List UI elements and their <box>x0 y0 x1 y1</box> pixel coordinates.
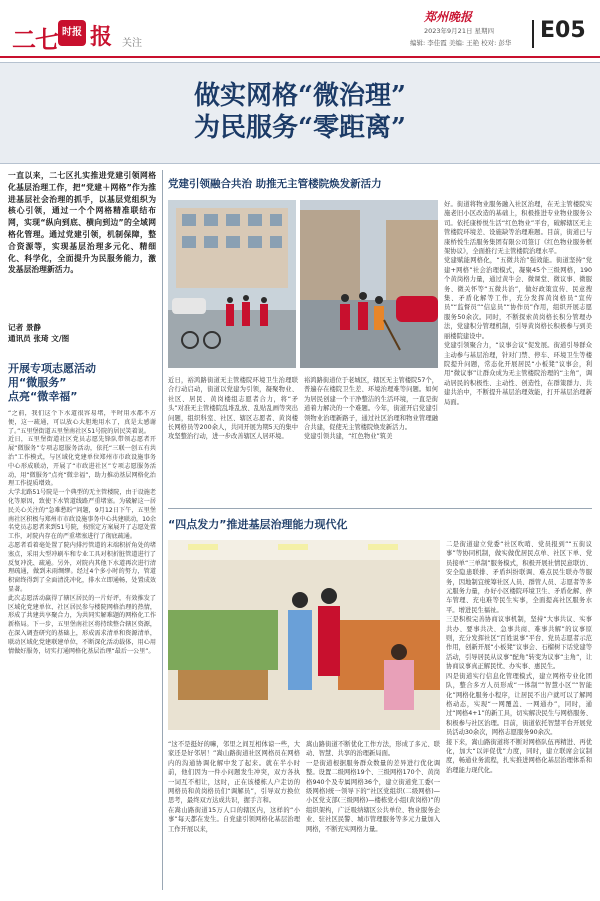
story2-title: “四点发力”推进基层治理能力现代化 <box>168 518 348 531</box>
story1-col2: 裕鸿路街道位于老城区，辖区无主管楼院57个，普遍存在楼院卫生差、环境治理难等问题。如何为居民创建一个干净整洁的生活环境，一直是街道着力解决的一个难题。今年，街道开启党建引领物业治理新路子，通过社区治理和物业管理融合共建，促使无主管楼院焕发新活力。 党建引领共建，“红色物业”筑美 <box>304 377 438 441</box>
brand-badge: 时报 <box>58 20 86 46</box>
story1-photo-left <box>168 200 296 368</box>
lead-byline-reporter: 记者 景静 <box>8 323 42 332</box>
story1-col3: 好。街道将物业服务融入社区治理，在无主管楼院实施老旧小区改造的基础上，积极推进专业物业服务公司。依托康桥悦生活“红色物业”平台，破解辖区无主管楼院环境差、设施缺等治理难题。目前，街道已与康桥悦生活服务集团有限公司签订《红色物业服务框架协议》，全面推行无主管楼院治理水平。 党建赋能网格化，“五微共治”强效能。街道坚持“党建+网格”社会治理模式，凝聚45个三级网格，190个黄岗格力量，通过黄牛会、微课堂、微议事、微服务、微关怀等“五微共治”，做好政策宣传、民意搜集、矛盾化解等工作，充分发挥黄岗格员“宣传员”“监督员”“信息员”“协作员”作用，组织开展志愿服务50余次。同时，不断探索黄岗格长积分管理办法，党建积分管理机制，引导黄岗格长积极参与到美丽楼院建设中。 党建引领聚合力，“议事会议”促发展。街道引导群众主动参与基层治理，针对门禁、停车、环境卫生等楼院提升问题，常态化开展居民“小板凳”议事会，利用“微议事”让群众成为无主管楼院治理的“主角”，调动居民的积极性、主动性、创造性，在群策群力、共建共治中，不断提升基层治理效能，打开基层治理新局面。 <box>444 201 592 406</box>
market-inspection-illustration <box>168 540 440 730</box>
street-scene-illustration <box>168 200 296 368</box>
section-label: 关注 <box>122 38 142 49</box>
brand-name: 二七 <box>12 26 58 54</box>
story2-col3: 二是街道建立党委“社区吹哨、党员报到”“五街议事”等协同机制，做实做优居民点单、社区下单、党员接单“三单制”服务模式，积极开展社情民意联访、安全隐患联排、矛盾纠纷联调、难点民生联办等服务，因地制宜统筹社区人员、群管人员、志愿者等多元服务力量，办好小区楼院环境卫生、矛盾化解、停车管理、充电难等民生实事，全面提高社区服务水平。增进民生福祉。 三是积极完善协商议事机制，坚持“大事共议、实事共办、要事共决、急事共商、难事共解”的议事原则，充分发挥社区“百姓说事”平台、党员志愿者示范作用，创新开展“小板凳”议事会、石榴树下话党建等活动，引导居民从议事“配角”转变为议事“主角”，让协商议事真正解民忧、办实事、惠民生。 四是街道实行信息化管理模式，建立网格专业化团队，整合多方人员形成“一体制”“智慧小区”“智能化”网格化服务小程序，让居民不出户就可以了解网格动态，实现“一网覆盖、一网通办”，同时，通过“网格4+1”的新工具，切实解决民生与网格服务、积极参与社区治理。目前，街道依托智慧平台开展党员活动30余次，网格志愿服务90余次。 接下来，嵩山路街道将不断对网格队伍再精进、再优化，加大“以评促优”力度，同时，建立联席会议制度，畅通业务流程，扎实推进网格化基层治理体系和治理能力现代化。 <box>446 541 592 774</box>
left-story-title-line2: 用“微服务” <box>8 376 67 389</box>
lead-byline-correspondent: 通讯员 张琦 文/图 <box>8 334 70 343</box>
left-story-body: “之前，我们这个下水道很容易堵，平时用水都不方便，这一疏通，可以放心大胆地用水了，真是太感谢了。”五里堡街道五里堡南社区51号院的居民笑着说。 近日，五里堡街道社区党员志愿先锋队带领志愿者开展“微服务”专项志愿服务活动，依托“三联一创五有共治”工作模式，与区域化党建单位郑州市市政设施事务中心形成联动，开展了“市政进社区”专项志愿服务活动，用“微服务”点亮“微幸福”，助力推动基层网格化治理工作提质增效。 大学北路51号院是一个典型的无主管楼院，由于设施老化等原因，致使下水管道线路严重堵塞。为破解这一居民关心关注的“急难愁盼”问题，9月12日下午，五里堡南社区积极与郑州市市政设施事务中心共建联动，10余名党员志愿者来到51号院，按照定方案展开了志愿处置工作，对院内存在的严重堵塞进行了彻底疏通。 志愿者看着毫处置了院内排污管道的末端积折角处的堵塞点，采用大型冲刷车和专业工具对积折脏管道进行了反复冲洗、疏通。另外，对院内其他下水道再次进行清理疏通，做到未雨绸缪。经过4个多小时的努力，管道积窗终得到了全面清洗冲化，排水立即通畅，处置成效显著。 此次志愿活动赢得了辖区居民的一片好评，有效推发了区域化党建单位、社区居民参与楼院网格治理的热情，形成了共建共享聚合力，为共同实解难题的网格化工作新格局。下一步，五里堡南社区将持续整合辖区资源，在深入调查研究的基础上，形成需求清单和资源清单，联动区域化党建联建单位，不断深化活动载体，用心用情做好服务，切实打通网格化基层治理“最后一公里”。 <box>8 410 156 655</box>
story1-title: 党建引领融合共治 助推无主管楼院焕发新活力 <box>168 178 382 190</box>
story1-photo-right <box>300 200 438 368</box>
headline-line2: 为民服务“零距离” <box>194 113 406 143</box>
lead-text: 一直以来，二七区扎实推进党建引领网格化基层治理工作，把“党建＋网格”作为推进基层社会治理的抓手，以基层党组织为核心引领，通过一个个网格精准联结布网，实现“纵向到底、横向到边”的全域网格化管理。通过党建引领，机制保障，整合资源等，实现基层治理多元化、精细化、科学化，全面提升为民服务能力，激发基层治理新活力。 <box>8 171 156 275</box>
story2-col1: “这不是挺好的嘛，邻里之间互相体谅一些，大家还是好邻居！”嵩山路街道社区网格员在网格内的沟通协调化解中发了起来。就在半小时前，他们因为一件小问题发生冲突，双方各执一词互不相让，这时，正在该楼栋人户走访的网格员和黄岗格员们“调解员”，引导双方换位思考，最终双方达成共识，握手言和。 在嵩山路街道15万人口的辖区内，这样的“小事”每天都在发生。自党建引领网格化基层治理工作开展以来， <box>168 741 300 833</box>
masthead <box>0 0 600 60</box>
masthead-divider <box>532 20 534 48</box>
headline <box>0 80 600 144</box>
masthead-rule <box>0 56 600 58</box>
column-divider <box>162 170 163 890</box>
section-divider <box>168 508 592 509</box>
page-code: E05 <box>540 18 586 43</box>
paper-logo: 郑州晚报 <box>424 10 473 24</box>
left-story-title-line1: 开展专项志愿活动 <box>8 362 96 375</box>
story1-col1: 近日，裕鸿路街道无主管楼院环境卫生治理联合行动启动，街道以党建为引领，凝聚物业、社区、居民、黄岗楼组志愿者合力，将“矛头”对准无主管楼院乱堆乱放、乱贴乱画等突出问题，组织科室、社区、辖区志愿者、黄岗楼长网格员等200余人，共同开展为期5天的集中攻坚整治行动，进一步改善辖区人居环境。 <box>168 377 298 441</box>
headline-line1: 做实网格“微治理” <box>194 81 406 111</box>
story2-photo <box>168 540 440 730</box>
lead-box <box>8 170 156 352</box>
left-story-title-line3: 点亮“微幸福” <box>8 390 78 403</box>
volunteers-sweeping-illustration <box>300 200 438 368</box>
story2-col2: 嵩山路街道不断优化工作方法，形成了多元、联动、智慧、共享的治理新局面。 一是街道根据服务群众数量的差异进行优化调整。设置二级网格19个、三级网格170个、黄岗格940个及专属网格36个，建立街道党工委(一级网格)统一领导下的“社区党组织(二级网格)—小区党支部(三级网格)—楼栋党小组(黄岗格)”的组织架构，广泛吸纳辖区公共单位、物业服务企业、驻社区民警、城市管理服务等多元力量加入网格，不断充实网格力量。 <box>306 741 440 833</box>
left-story-title <box>8 362 156 404</box>
issue-date: 2023年9月21日 星期四 <box>424 27 495 35</box>
brand-word: 报 <box>90 25 113 50</box>
editor-credits: 编辑: 李佳霞 美编: 王艳 校对: 彭华 <box>410 39 512 47</box>
